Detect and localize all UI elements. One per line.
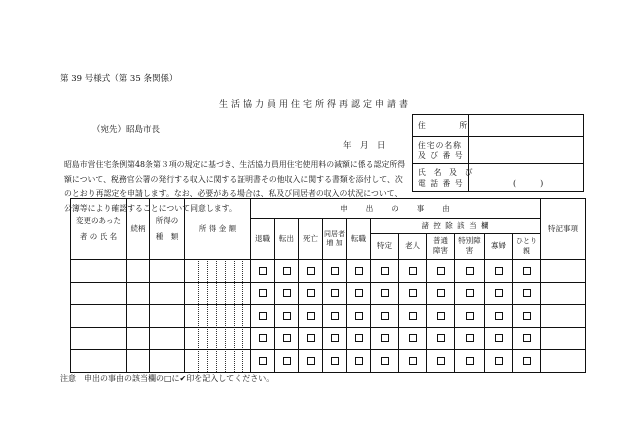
- checkbox[interactable]: [466, 357, 474, 365]
- header-relation: 続柄: [130, 224, 146, 233]
- checkbox[interactable]: [495, 289, 503, 297]
- header-deduction-disability: 普通障害: [433, 236, 448, 255]
- checkbox[interactable]: [331, 289, 339, 297]
- checkbox[interactable]: [307, 312, 315, 320]
- header-person: 変更のあった 者 の 氏 名: [76, 216, 121, 241]
- checkbox[interactable]: [355, 312, 363, 320]
- checkbox[interactable]: [409, 267, 417, 275]
- form-number: 第 39 号様式（第 35 条関係）: [60, 74, 178, 84]
- form-title: 生活協力員用住宅所得再認定申請書: [218, 100, 411, 110]
- checkbox[interactable]: [331, 334, 339, 342]
- checkbox[interactable]: [307, 289, 315, 297]
- checkbox[interactable]: [523, 289, 531, 297]
- header-reason-title: 申 出 の 事 由: [340, 203, 451, 213]
- checkbox[interactable]: [495, 357, 503, 365]
- checkbox[interactable]: [466, 267, 474, 275]
- header-deduction-special-disability: 特別障害: [458, 236, 481, 255]
- header-deduction-single-parent: ひとり親: [516, 237, 537, 255]
- instruction-note: 注意 申出の事由の該当欄の□に✔印を記入してください。: [60, 374, 275, 383]
- checkbox[interactable]: [259, 334, 267, 342]
- checkbox[interactable]: [437, 312, 445, 320]
- housing-row: [413, 137, 583, 164]
- checkbox[interactable]: [331, 357, 339, 365]
- checkbox[interactable]: [283, 334, 291, 342]
- person-row: [413, 164, 583, 191]
- checkbox[interactable]: [466, 289, 474, 297]
- checkbox[interactable]: [283, 357, 291, 365]
- header-income-amount: 所 得 金 額: [198, 224, 237, 233]
- checkbox[interactable]: [283, 289, 291, 297]
- address-label: 住 所: [413, 115, 469, 136]
- person-label: 氏 名 及 び 電 話 番 号: [413, 164, 469, 191]
- application-table: [70, 198, 586, 373]
- checkbox[interactable]: [307, 334, 315, 342]
- checkbox[interactable]: [307, 267, 315, 275]
- checkbox[interactable]: [523, 334, 531, 342]
- checkbox[interactable]: [331, 267, 339, 275]
- date-line: 年 月 日: [343, 141, 386, 151]
- header-reason-death: 死亡: [303, 233, 318, 243]
- header-reason-job-change: 転職: [351, 233, 366, 243]
- applicant-info-box: [412, 114, 584, 192]
- checkbox[interactable]: [259, 357, 267, 365]
- checkbox[interactable]: [307, 357, 315, 365]
- checkbox[interactable]: [437, 334, 445, 342]
- header-reason-household-increase: 同居者増 加: [324, 229, 345, 247]
- checkbox[interactable]: [409, 312, 417, 320]
- checkbox[interactable]: [523, 312, 531, 320]
- phone-parens: ( ): [513, 179, 544, 188]
- declaration-text: 昭島市営住宅条例第48条第３項の規定に基づき、生活協力員用住宅使用料の減額に係る認定所得額について、税務官公署の発行する収入に関する証明書その他収入に関する書類を添付して、次のとおり再認定を申請します。なお、必要がある場合は、私及び同居者の収入の状況について、公簿等により確認することについて同意します。: [64, 160, 406, 213]
- checkbox[interactable]: [409, 289, 417, 297]
- checkbox[interactable]: [381, 357, 389, 365]
- checkbox[interactable]: [523, 357, 531, 365]
- checkbox[interactable]: [355, 334, 363, 342]
- checkbox[interactable]: [355, 357, 363, 365]
- checkbox[interactable]: [331, 312, 339, 320]
- checkbox[interactable]: [259, 312, 267, 320]
- header-reason-retirement: 退職: [255, 233, 270, 243]
- checkbox[interactable]: [409, 334, 417, 342]
- checkbox[interactable]: [437, 357, 445, 365]
- checkbox[interactable]: [466, 334, 474, 342]
- header-deduction-widow: 寡婦: [491, 241, 506, 250]
- header-deduction-elderly: 老人: [405, 241, 420, 250]
- checkbox[interactable]: [259, 289, 267, 297]
- checkbox[interactable]: [283, 312, 291, 320]
- checkbox[interactable]: [437, 267, 445, 275]
- checkbox[interactable]: [355, 267, 363, 275]
- checkbox[interactable]: [466, 312, 474, 320]
- checkbox[interactable]: [495, 334, 503, 342]
- header-deduction-title: 諸 控 除 該 当 欄: [421, 220, 490, 230]
- checkbox[interactable]: [355, 289, 363, 297]
- checkbox[interactable]: [381, 267, 389, 275]
- header-income-type: 所得の 種 類: [155, 216, 179, 241]
- checkbox[interactable]: [523, 267, 531, 275]
- checkbox[interactable]: [283, 267, 291, 275]
- checkbox[interactable]: [259, 267, 267, 275]
- address-row: [413, 115, 583, 137]
- header-remarks: 特記事項: [548, 224, 578, 233]
- checkbox[interactable]: [437, 289, 445, 297]
- header-reason-moved-out: 転出: [279, 233, 294, 243]
- checkbox[interactable]: [381, 334, 389, 342]
- checkbox[interactable]: [495, 267, 503, 275]
- addressee: （宛先）昭島市長: [92, 125, 161, 135]
- checkbox[interactable]: [495, 312, 503, 320]
- checkbox[interactable]: [409, 357, 417, 365]
- checkbox[interactable]: [381, 312, 389, 320]
- checkbox[interactable]: [381, 289, 389, 297]
- header-deduction-specific: 特定: [377, 241, 392, 250]
- housing-label: 住宅の名称 及 び 番 号: [413, 137, 469, 163]
